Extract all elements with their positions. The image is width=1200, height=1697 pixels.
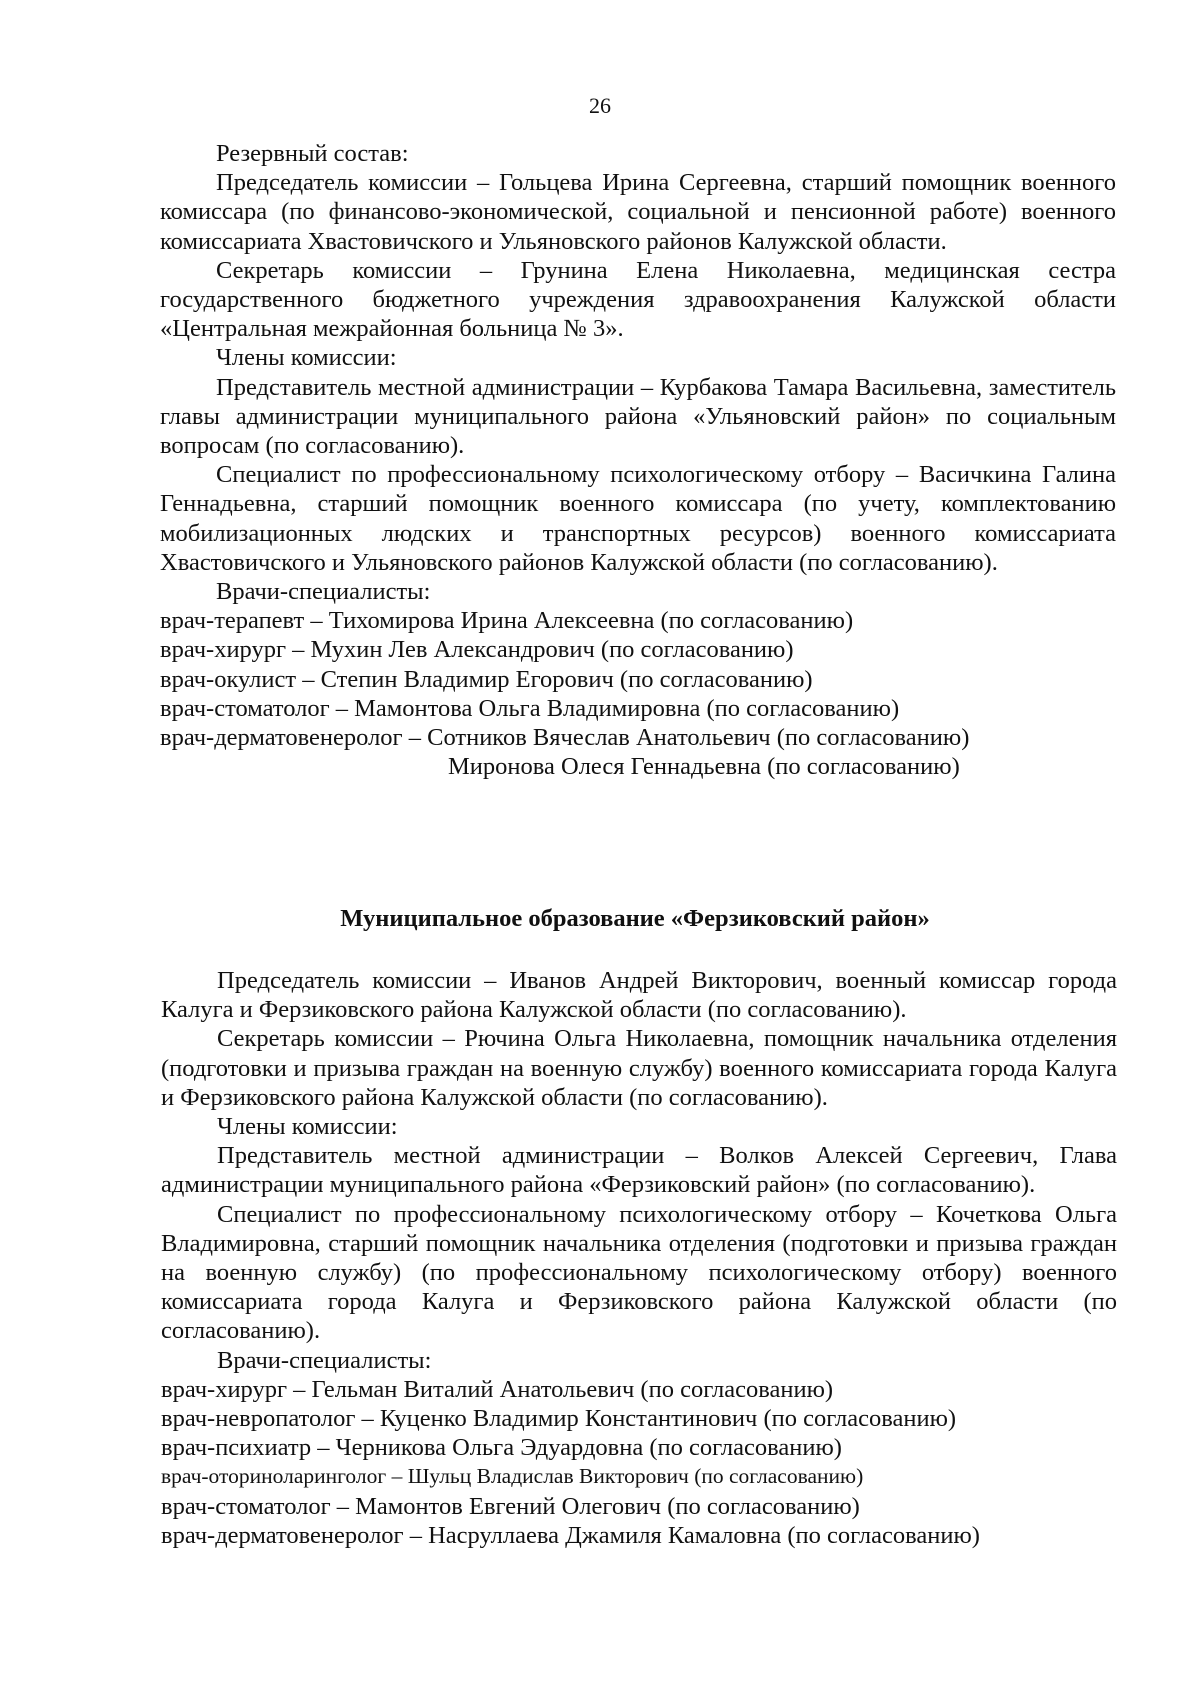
ferzikovsky-admin-rep: Представитель местной администрации – Волков Алексей Сергеевич, Глава администрации муниципального района «Ферзиковский район» (по согласованию). (161, 1142, 1117, 1199)
ferzikovsky-doctor-item: врач-стоматолог – Мамонтов Евгений Олегович (по согласованию) (161, 1492, 860, 1520)
reserve-doctor-item: врач-терапевт – Тихомирова Ирина Алексеевна (по согласованию) (160, 607, 854, 635)
reserve-doctors-label: Врачи-специалисты: (216, 578, 431, 606)
ferzikovsky-doctor-item: врач-невропатолог – Куценко Владимир Константинович (по согласованию) (161, 1405, 957, 1433)
ferzikovsky-doctor-item: врач-дерматовенеролог – Насруллаева Джамиля Камаловна (по согласованию) (161, 1521, 980, 1549)
page-number: 26 (589, 93, 611, 118)
ferzikovsky-heading: Муниципальное образование «Ферзиковский район» (340, 905, 930, 932)
ferzikovsky-members-label: Члены комиссии: (217, 1113, 398, 1141)
ferzikovsky-doctor-item: врач-психиатр – Черникова Ольга Эдуардовна (по согласованию) (161, 1434, 842, 1462)
reserve-chairman: Председатель комиссии – Гольцева Ирина Сергеевна, старший помощник военного комиссара (по финансово-экономической, социальной и пенсионной работе) военного комиссариата Хвастовичского и Ульяновского районов Калужской области. (160, 169, 1116, 255)
ferzikovsky-chairman: Председатель комиссии – Иванов Андрей Викторович, военный комиссар города Калуга и Ферзиковского района Калужской области (по согласованию). (161, 967, 1117, 1024)
reserve-admin-rep: Представитель местной администрации – Курбакова Тамара Васильевна, заместитель главы администрации муниципального района «Ульяновский район» по социальным вопросам (по согласованию). (160, 373, 1116, 460)
ferzikovsky-doctors-label: Врачи-специалисты: (217, 1346, 432, 1374)
reserve-doctor-item: врач-окулист – Степин Владимир Егорович (по согласованию) (160, 665, 813, 693)
reserve-members-label: Члены комиссии: (216, 344, 397, 372)
ferzikovsky-secretary: Секретарь комиссии – Рючина Ольга Николаевна, помощник начальника отделения (подготовки и призыва граждан на военную службу) военного комиссариата города Калуга и Ферзиковского района Калужской области (по согласованию). (161, 1025, 1117, 1111)
ferzikovsky-doctor-item: врач-оториноларинголог – Шульц Владислав Викторович (по согласованию) (161, 1464, 864, 1489)
reserve-secretary: Секретарь комиссии – Грунина Елена Николаевна, медицинская сестра государственного бюджетного учреждения здравоохранения Калужской области «Центральная межрайонная больница № 3». (160, 256, 1116, 343)
ferzikovsky-doctor-item: врач-хирург – Гельман Виталий Анатольевич (по согласованию) (161, 1375, 834, 1403)
reserve-doctor-item: врач-хирург – Мухин Лев Александрович (по согласованию) (160, 636, 794, 664)
reserve-doctor-item: врач-дерматовенеролог – Сотников Вячеслав Анатольевич (по согласованию) (160, 724, 970, 752)
reserve-section (160, 139, 1116, 781)
reserve-label: Резервный состав: (216, 140, 409, 167)
reserve-doctor-item: врач-стоматолог – Мамонтова Ольга Владимировна (по согласованию) (160, 694, 900, 722)
reserve-doctor-extra: Миронова Олеся Геннадьевна (по согласованию) (448, 753, 960, 781)
reserve-psych-specialist: Специалист по профессиональному психологическому отбору – Васичкина Галина Геннадьевна, старший помощник военного комиссара (по учету, комплектованию мобилизационных людских и транспортных ресурсов) военного комиссариата Хвастовичского и Ульяновского районов Калужской области (по согласованию). (160, 461, 1116, 576)
ferzikovsky-section (161, 966, 1117, 1550)
ferzikovsky-psych-specialist: Специалист по профессиональному психологическому отбору – Кочеткова Ольга Владимировна, старший помощник начальника отделения (подготовки и призыва граждан на военную службу) (по профессиональному психологическому отбору) военного комиссариата города Калуга и Ферзиковского района Калужской области (по согласованию). (161, 1200, 1117, 1345)
